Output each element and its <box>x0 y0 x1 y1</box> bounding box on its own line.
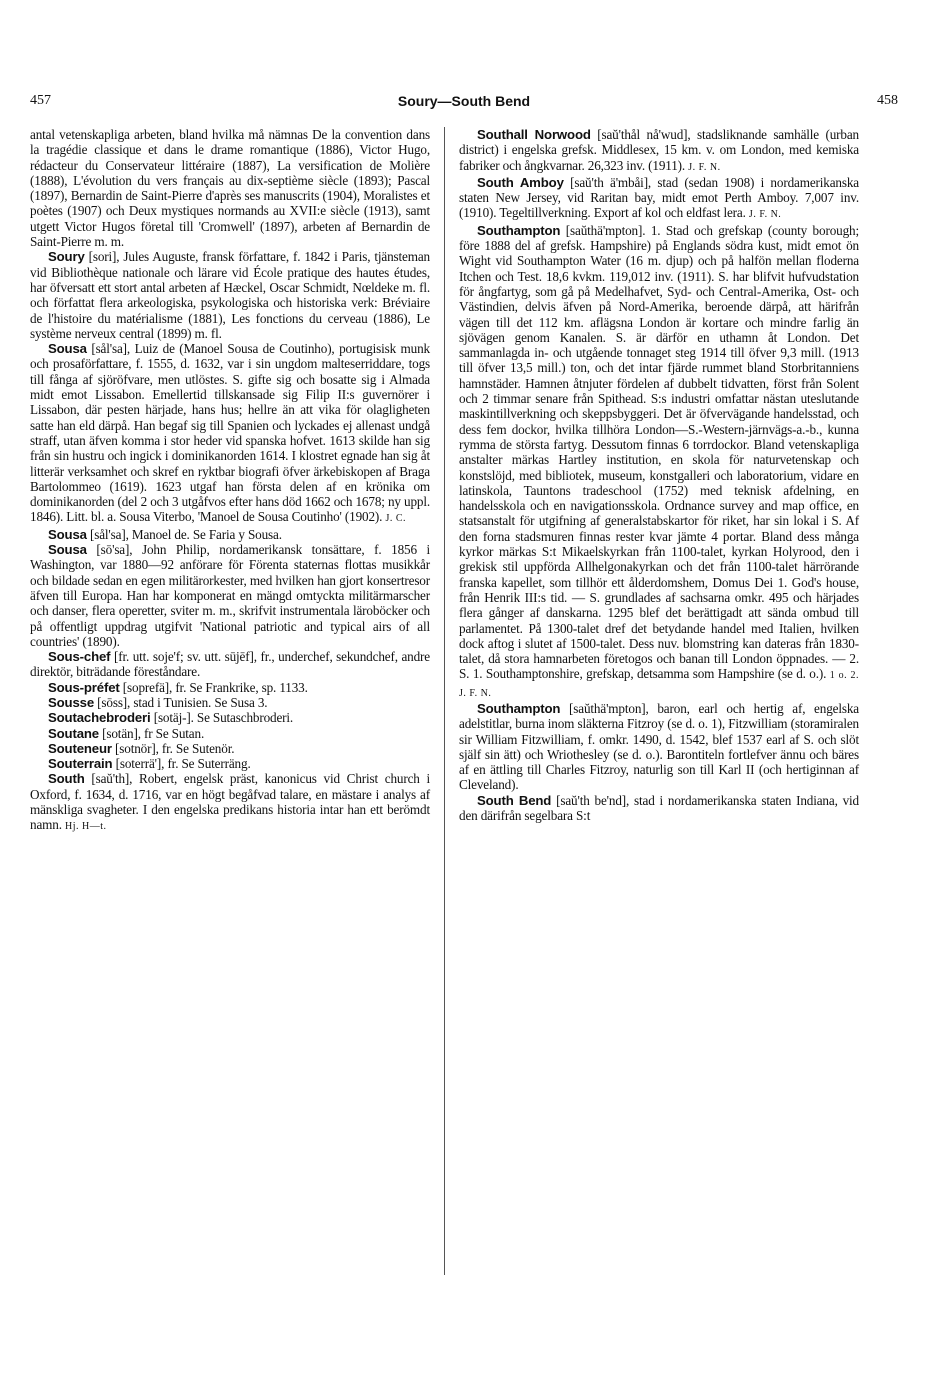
page-header <box>30 93 898 115</box>
entry-text: [sål'sa], Luiz de (Manoel Sousa de Coutinho), portugisisk munk och prosaförfattare, f. 1555, d. 1632, var i sin ungdom malteserriddare, togs till fånga af sjöröfvare, men utlöstes. S. gifte sig och bosatte sig i Almada midt emot Lissabon. Emellertid tillskansade sig Filip II:s guvernörer i Lissabon, där pesten härjade, hans hus; hellre än att vika för olagligheten satte han eld därpå. Han begaf sig till Spanien och lyckades ej allenast undgå straff, utan äfven komma i stor heder vid spanska hofvet. 1613 skilde han sig från sin hustru och ingick i dominikanorden 1614. I klostret egnade han sig åt litterär verksamhet och skref en ryktbar biografi öfver ärkebiskopen af Braga Bartolommeo (1619). 1623 utgaf han första delen af en krönika om dominikanorden (del 2 och 3 utgåfvos efter hans död 1662 och 1678; ny uppl. 1846). Litt. bl. a. Sousa Viterbo, 'Manoel de Sousa Coutinho' (1902). <box>30 341 430 525</box>
entry-headword: Sous-préfet <box>48 679 120 695</box>
author-signature: J. F. N. <box>748 209 782 221</box>
entry-text: [saŭ'th ä'mbåi], stad (sedan 1908) i nordamerikanska staten New Jersey, vid Raritan bay, midt emot Perth Amboy. 7,007 inv. (1910). Tegeltillverkning. Export af kol och eldfast lera. <box>459 174 859 221</box>
entry-headword: Souteneur <box>48 740 112 756</box>
entry-headword: South Bend <box>477 792 552 808</box>
entry-text: [sotän], fr Se Sutan. <box>102 725 205 741</box>
entry-headword: Souterrain <box>48 756 113 772</box>
entry-headword: Sousa <box>48 341 87 357</box>
entry-text: [sål'sa], Manoel de. Se Faria y Sousa. <box>89 526 282 542</box>
entry-text: [soterrä'], fr. Se Suterräng. <box>115 756 251 772</box>
dictionary-entry <box>459 127 859 175</box>
entry-text: [sō'sa], John Philip, nordamerikansk tonsättare, f. 1856 i Washington, var 1880—92 anförare för Förenta staternas flottas musikkår och bildade sedan en egen militärorkester, med hvilken han gjort konsertresor äfven till Europa. Han har komponerat en mängd omtyckta militärmarscher och danser, flera operetter, sviter m. m., skrifvit instrumentala läroböcker och på offentligt uppdrag utgifvit 'National patriotic and typical airs of all countries' (1890). <box>30 542 430 649</box>
entry-headword: Southampton <box>477 700 561 716</box>
entry-headword: Southall Norwood <box>477 127 591 142</box>
column-divider <box>444 127 445 1275</box>
dictionary-entry <box>30 341 430 527</box>
dictionary-entry <box>30 726 430 741</box>
left-column <box>30 127 430 835</box>
entry-text: [saŭ'th be'nd], stad i nordamerikanska staten Indiana, vid den därifrån segelbara S:t <box>459 792 859 824</box>
entry-text: [sori], Jules Auguste, fransk författare, f. 1842 i Paris, tjänsteman vid Bibliothèque nationale och lärare vid École pratique des hautes études, har öfversatt ett stort antal arbeten af Hæckel, Oscar Schmidt, Nœldeke m. fl. och författat flera arkeologiska, psykologiska och historiska verk: Bréviaire de l'histoire du matérialisme (1881), Les fonctions du cerveau (1886), Le système nerveux central (1899) m. fl. <box>30 249 430 341</box>
author-signature: J. F. N. <box>688 161 721 173</box>
entry-text: [saŭ'th], Robert, engelsk präst, kanonicus vid Christ church i Oxford, f. 1634, d. 1716, var en högt begåfvad talare, en mästare i analys af mänskliga svagheter. I den engelska predikans historia intar han ett berömdt namn. <box>30 771 430 833</box>
entry-text: [sōss], stad i Tunisien. Se Susa 3. <box>97 694 268 710</box>
dictionary-entry <box>30 756 430 771</box>
entry-headword: Sousse <box>48 694 95 710</box>
author-signature: 1 o. 2. J. F. N. <box>459 670 859 699</box>
dictionary-entry <box>30 542 430 649</box>
entry-text: [saŭthä'mpton]. 1. Stad och grefskap (county borough; före 1888 del af grefsk. Hampshire) på Englands södra kust, midt emot ön Wight vid Southampton Water (16 m. djup) och på halfön mellan floderna Itchen och Test. 18,6 kvkm. 119,012 inv. (1911). S. har blifvit hufvudstation för ångfartyg, som gå på Medelhafvet, Syd- och Central-Amerika, Ost- och Västindien, delvis äfven på Nord-Amerika, beroende därpå, att härifrån vägen till det 112 km. aflägsna London är kortare och mindre farlig än sjövägen genom Kanalen. S. är därför en uthamn åt London. Det sammanlagda in- och utgående tonnaget steg 1914 till öfver 9,3 mill. (1913 till öfver 13,5 mill.) ton, och det intar fjärde rummet bland Storbritanniens hamnstäder. Hamnen åtnjuter fördelen af dubbelt tidvatten, först från Solent och 2 timmar senare från Spithead. S:s industri omfattar nästan uteslutande maskintillverkning och skeppsbyggeri. Det är öfvervägande handelsstad, och dess fem dockor, hvilka tillhöra London—S.-Western-järnvägs-a.-b., kunna rymma de största fartyg. Dessutom finnas 6 torrdockor. Bland vetenskapliga anstalter märkas Hartley institution, en skola för naturvetenskap och konstslöjd, med bibliotek, museum, konstgalleri och laboratorium, vidare en latinskola, Tauntons tradeschool (1752) med teknisk afdelning, en handelsskola och en navigationsskola. Ordnance survey and map office, en statsanstalt för utgifning af generalstabskartor för riket, har sin lokal i S. Af den forna stadsmuren finnas rester kvar jämte 4 portar. Bland dess många kyrkor märkas S:t Mikaelskyrkan från 1100-talet, kyrkan Holyrood, den i grekisk stil uppförda Allhelgonakyrkan och det från 1100-talet härrörande franska kapellet, som tillhör ett ålderdomshem, Domus Dei 1. God's house, från Henrik III:s tid. — S. grundlades af sachsarna omkr. 495 och härjades flera gånger af danskarna. 1295 blef det berättigadt att sända ombud till parlamentet. På 1300-talet dref det betydande handel med Italien, hvilken dock aftog i slutet af 1500-talet. Dess nuv. blomstring kan dateras från 1830-talet, då stora hamnarbeten företogos och banan till London öppnades. — 2. S. 1. Southamptonshire, grefskap, detsamma som Hampshire (se d. o.). <box>459 222 859 682</box>
dictionary-entry <box>30 127 430 249</box>
entry-text: antal vetenskapliga arbeten, bland hvilka må nämnas De la convention dans la tragédie classique et dans le drame romantique (1886), Victor Hugo, rédacteur du Conservateur littéraire (1887), La versification de Molière (1888), L'évolution du vers français au dix-septième siècle (1893); Pascal (1897), Bernardin de Saint-Pierre d'après ses manuscrits (1904), Moralistes et poètes (1907) och Deux mystiques normands au XVII:e siècle (1913), samt utgett Victor Hugos företal till 'Cromwell' (1897), arbeten af Bernardin de Saint-Pierre m. m. <box>30 127 430 250</box>
dictionary-entry <box>30 649 430 680</box>
author-signature: J. C. <box>385 513 407 525</box>
dictionary-entry <box>30 771 430 834</box>
page-number-right: 458 <box>877 93 898 108</box>
entry-headword: Southampton <box>477 222 561 238</box>
entry-text: [sotnör], fr. Se Sutenör. <box>115 740 235 756</box>
dictionary-entry <box>30 527 430 542</box>
running-title: Soury—South Bend <box>397 93 531 109</box>
dictionary-entry <box>459 793 859 824</box>
dictionary-entry <box>30 710 430 725</box>
entry-headword: Soutachebroderi <box>48 710 151 726</box>
right-column <box>459 127 859 823</box>
entry-text: [saŭ'thål nå'wud], stadsliknande samhälle (urban district) i engelska grefsk. Middlesex, 15 km. v. om London, med kemiska fabriker och ångkvarnar. 26,323 inv. (1911). <box>459 127 859 173</box>
dictionary-entry <box>30 741 430 756</box>
entry-headword: Sousa <box>48 526 87 542</box>
entry-headword: South Amboy <box>477 174 564 190</box>
entry-headword: Soutane <box>48 725 99 741</box>
dictionary-entry <box>30 249 430 341</box>
author-signature: Hj. H—t. <box>65 821 107 833</box>
entry-headword: Soury <box>48 249 85 265</box>
dictionary-entry <box>459 701 859 793</box>
entry-text: [soprefä], fr. Se Frankrike, sp. 1133. <box>122 679 308 695</box>
dictionary-entry <box>30 695 430 710</box>
entry-text: [saŭthä'mpton], baron, earl och hertig af, engelska adelstitlar, burna inom släkterna Fitzroy (se d. o. 1), Fitzwilliam (storamiralen sir William Fitzwilliam, f. omkr. 1490, d. 1542, blef 1537 earl af S. och slöt själf sin ätt) och Wriothesley (se d. o.). Barontiteln fortlefver ännu och bäres af en ättling till Charles Fitzroy, naturlig son till Karl II (och hertiginnan af Cleveland). <box>459 700 859 793</box>
entry-headword: Sous-chef <box>48 649 111 665</box>
page-number-left: 457 <box>30 93 51 108</box>
entry-text: [fr. utt. soje'f; sv. utt. sūjēf], fr., underchef, sekundchef, andre direktör, biträdande föreståndare. <box>30 649 430 680</box>
entry-headword: Sousa <box>48 542 87 558</box>
dictionary-entry <box>459 175 859 223</box>
dictionary-entry <box>30 680 430 695</box>
entry-headword: South <box>48 771 85 787</box>
entry-text: [sotäj-]. Se Sutaschbroderi. <box>153 710 294 726</box>
dictionary-entry <box>459 223 859 701</box>
